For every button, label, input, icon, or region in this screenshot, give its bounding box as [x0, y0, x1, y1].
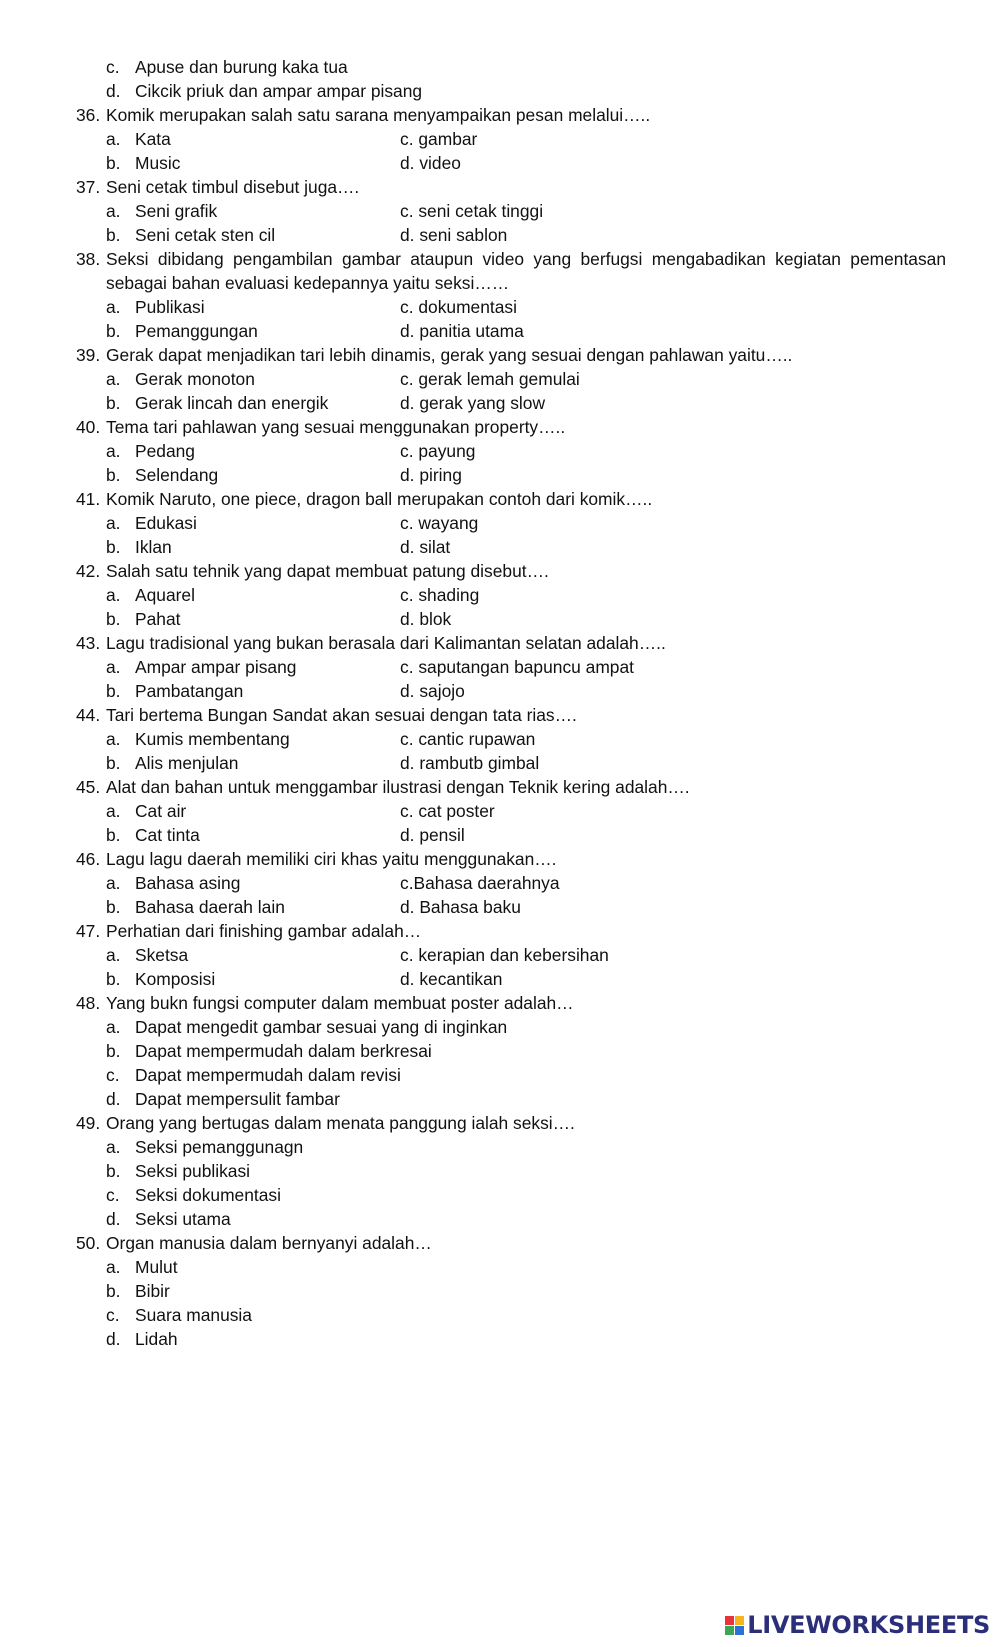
option-label: a. [106, 129, 121, 149]
question-text: Orang yang bertugas dalam menata panggung ialah seksi…. [106, 1113, 575, 1133]
option-c: c. cantic rupawan [400, 729, 536, 749]
question-number: 42. [76, 561, 101, 581]
option-row [0, 79, 1000, 103]
option-row [0, 823, 1000, 847]
option-c: Suara manusia [135, 1305, 252, 1325]
question-number: 46. [76, 849, 101, 869]
option-label: b. [106, 1161, 121, 1181]
question-48 [0, 991, 1000, 1015]
option-b: Music [135, 153, 181, 173]
option-label: a. [106, 657, 121, 677]
worksheet [0, 55, 1000, 1351]
option-b: Iklan [135, 537, 172, 557]
option-row [0, 655, 1000, 679]
option-label: b. [106, 537, 121, 557]
option-a: Pedang [135, 441, 195, 461]
option-d: Lidah [135, 1329, 178, 1349]
option-b: Gerak lincah dan energik [135, 393, 329, 413]
option-row [0, 1159, 1000, 1183]
option-row [0, 1015, 1000, 1039]
option-a: Mulut [135, 1257, 178, 1277]
option-a: Sketsa [135, 945, 189, 965]
liveworksheets-footer [725, 1610, 990, 1640]
option-label: b. [106, 681, 121, 701]
question-41 [0, 487, 1000, 511]
option-label: d. [106, 1209, 121, 1229]
option-row [0, 1207, 1000, 1231]
option-row [0, 1135, 1000, 1159]
option-c: Seksi dokumentasi [135, 1185, 281, 1205]
option-label: a. [106, 729, 121, 749]
question-38 [0, 247, 1000, 271]
option-c: c. cat poster [400, 801, 495, 821]
option-label: a. [106, 201, 121, 221]
question-number: 45. [76, 777, 101, 797]
option-b: Seni cetak sten cil [135, 225, 276, 245]
option-label: c. [106, 1185, 120, 1205]
option-label: a. [106, 585, 121, 605]
option-label: a. [106, 513, 121, 533]
option-d: d. gerak yang slow [400, 393, 546, 413]
option-label: b. [106, 609, 121, 629]
question-text: Lagu lagu daerah memiliki ciri khas yaitu menggunakan…. [106, 849, 557, 869]
option-row [0, 439, 1000, 463]
option-row [0, 1063, 1000, 1087]
option-a: Seksi pemanggunagn [135, 1137, 304, 1157]
option-row [0, 199, 1000, 223]
question-number: 44. [76, 705, 101, 725]
option-c: c. kerapian dan kebersihan [400, 945, 609, 965]
option-row [0, 511, 1000, 535]
option-d: Dapat mempersulit fambar [135, 1089, 340, 1109]
option-label: b. [106, 1041, 121, 1061]
option-label: d. [106, 1089, 121, 1109]
option-text: Apuse dan burung kaka tua [135, 57, 348, 77]
option-label: a. [106, 801, 121, 821]
option-d: d. kecantikan [400, 969, 503, 989]
question-text: Perhatian dari finishing gambar adalah… [106, 921, 422, 941]
option-c: c. wayang [400, 513, 479, 533]
option-row [0, 319, 1000, 343]
option-a: Kumis membentang [135, 729, 290, 749]
brand-name: LIVEWORKSHEETS [747, 1611, 990, 1639]
question-47 [0, 919, 1000, 943]
option-d: d. seni sablon [400, 225, 508, 245]
option-d: d. video [400, 153, 461, 173]
question-43 [0, 631, 1000, 655]
option-label: a. [106, 945, 121, 965]
option-row [0, 223, 1000, 247]
option-row [0, 367, 1000, 391]
option-label: b. [106, 393, 121, 413]
option-label: a. [106, 1137, 121, 1157]
option-label: c. [106, 1305, 120, 1325]
question-text-continuation [0, 271, 1000, 295]
question-number: 37. [76, 177, 101, 197]
option-row [0, 583, 1000, 607]
option-label: b. [106, 465, 121, 485]
option-b: Dapat mempermudah dalam berkresai [135, 1041, 432, 1061]
option-label: a. [106, 1257, 121, 1277]
option-b: Komposisi [135, 969, 216, 989]
question-number: 50. [76, 1233, 101, 1253]
question-40 [0, 415, 1000, 439]
option-row [0, 679, 1000, 703]
option-label: b. [106, 153, 121, 173]
option-row [0, 967, 1000, 991]
option-a: Dapat mengedit gambar sesuai yang di inginkan [135, 1017, 508, 1037]
question-text: Seni cetak timbul disebut juga…. [106, 177, 360, 197]
option-label: d. [106, 81, 121, 101]
question-text: Tari bertema Bungan Sandat akan sesuai dengan tata rias…. [106, 705, 577, 725]
question-number: 36. [76, 105, 101, 125]
option-b: Alis menjulan [135, 753, 239, 773]
option-b: Selendang [135, 465, 219, 485]
question-text: Tema tari pahlawan yang sesuai menggunakan property….. [106, 417, 566, 437]
option-b: Pemanggungan [135, 321, 258, 341]
option-label: b. [106, 897, 121, 917]
option-c: c. payung [400, 441, 476, 461]
option-row [0, 799, 1000, 823]
option-text: Cikcik priuk dan ampar ampar pisang [135, 81, 423, 101]
option-d: d. pensil [400, 825, 465, 845]
option-d: d. blok [400, 609, 452, 629]
option-row [0, 151, 1000, 175]
option-c: c. seni cetak tinggi [400, 201, 544, 221]
option-a: Ampar ampar pisang [135, 657, 297, 677]
option-a: Cat air [135, 801, 187, 821]
option-row [0, 127, 1000, 151]
option-label: a. [106, 441, 121, 461]
question-number: 48. [76, 993, 101, 1013]
question-37 [0, 175, 1000, 199]
option-a: Edukasi [135, 513, 197, 533]
logo-square-red [725, 1616, 734, 1625]
option-d: d. panitia utama [400, 321, 524, 341]
question-46 [0, 847, 1000, 871]
option-a: Seni grafik [135, 201, 218, 221]
question-49 [0, 1111, 1000, 1135]
question-text: Yang bukn fungsi computer dalam membuat poster adalah… [106, 993, 574, 1013]
option-d: d. rambutb gimbal [400, 753, 540, 773]
option-a: Kata [135, 129, 171, 149]
option-label: c. [106, 1065, 120, 1085]
option-row [0, 895, 1000, 919]
question-50 [0, 1231, 1000, 1255]
option-c: c. dokumentasi [400, 297, 517, 317]
option-c: c. gambar [400, 129, 478, 149]
option-label: b. [106, 1281, 121, 1301]
option-a: Gerak monoton [135, 369, 255, 389]
option-label: b. [106, 825, 121, 845]
option-d: d. silat [400, 537, 451, 557]
option-row [0, 1255, 1000, 1279]
question-42 [0, 559, 1000, 583]
option-b: Pambatangan [135, 681, 244, 701]
question-number: 43. [76, 633, 101, 653]
option-row [0, 727, 1000, 751]
option-row [0, 1183, 1000, 1207]
question-text: Gerak dapat menjadikan tari lebih dinamis, gerak yang sesuai dengan pahlawan yaitu….. [106, 345, 793, 365]
option-b: Pahat [135, 609, 181, 629]
option-a: Aquarel [135, 585, 195, 605]
option-row [0, 391, 1000, 415]
option-d: Seksi utama [135, 1209, 231, 1229]
option-row [0, 1327, 1000, 1351]
question-text-cont: sebagai bahan evaluasi kedepannya yaitu seksi…… [106, 273, 510, 293]
option-label: b. [106, 753, 121, 773]
option-c: c.Bahasa daerahnya [400, 873, 560, 893]
question-number: 40. [76, 417, 101, 437]
option-row [0, 55, 1000, 79]
question-number: 38. [76, 249, 101, 269]
question-number: 41. [76, 489, 101, 509]
question-44 [0, 703, 1000, 727]
option-row [0, 463, 1000, 487]
question-text: Komik Naruto, one piece, dragon ball merupakan contoh dari komik….. [106, 489, 653, 509]
option-label: b. [106, 321, 121, 341]
option-c: c. shading [400, 585, 480, 605]
option-label: a. [106, 1017, 121, 1037]
question-number: 49. [76, 1113, 101, 1133]
question-45 [0, 775, 1000, 799]
option-row [0, 1087, 1000, 1111]
option-d: d. piring [400, 465, 462, 485]
option-row [0, 607, 1000, 631]
option-label: c. [106, 57, 120, 77]
option-row [0, 1279, 1000, 1303]
option-label: a. [106, 297, 121, 317]
option-row [0, 1039, 1000, 1063]
option-row [0, 535, 1000, 559]
liveworksheets-logo-icon [725, 1616, 744, 1635]
question-text: Organ manusia dalam bernyanyi adalah… [106, 1233, 432, 1253]
option-d: d. sajojo [400, 681, 465, 701]
logo-square-blue [735, 1626, 744, 1635]
question-text: Komik merupakan salah satu sarana menyampaikan pesan melalui….. [106, 105, 651, 125]
question-number: 47. [76, 921, 101, 941]
question-36 [0, 103, 1000, 127]
option-row [0, 1303, 1000, 1327]
option-b: Bahasa daerah lain [135, 897, 285, 917]
option-a: Publikasi [135, 297, 205, 317]
option-label: a. [106, 873, 121, 893]
option-b: Cat tinta [135, 825, 200, 845]
option-c: Dapat mempermudah dalam revisi [135, 1065, 401, 1085]
option-row [0, 943, 1000, 967]
option-row [0, 295, 1000, 319]
option-b: Seksi publikasi [135, 1161, 251, 1181]
question-text: Seksi dibidang pengambilan gambar ataupun video yang berfugsi mengabadikan kegiatan pementasan [106, 249, 946, 269]
option-a: Bahasa asing [135, 873, 241, 893]
option-d: d. Bahasa baku [400, 897, 521, 917]
question-text: Alat dan bahan untuk menggambar ilustrasi dengan Teknik kering adalah…. [106, 777, 690, 797]
question-39 [0, 343, 1000, 367]
option-label: a. [106, 369, 121, 389]
option-row [0, 871, 1000, 895]
option-b: Bibir [135, 1281, 170, 1301]
logo-square-yellow [735, 1616, 744, 1625]
option-label: b. [106, 969, 121, 989]
question-text: Lagu tradisional yang bukan berasala dari Kalimantan selatan adalah….. [106, 633, 666, 653]
option-label: b. [106, 225, 121, 245]
option-row [0, 751, 1000, 775]
question-text: Salah satu tehnik yang dapat membuat patung disebut…. [106, 561, 549, 581]
option-c: c. gerak lemah gemulai [400, 369, 580, 389]
option-c: c. saputangan bapuncu ampat [400, 657, 634, 677]
logo-square-green [725, 1626, 734, 1635]
question-number: 39. [76, 345, 101, 365]
option-label: d. [106, 1329, 121, 1349]
